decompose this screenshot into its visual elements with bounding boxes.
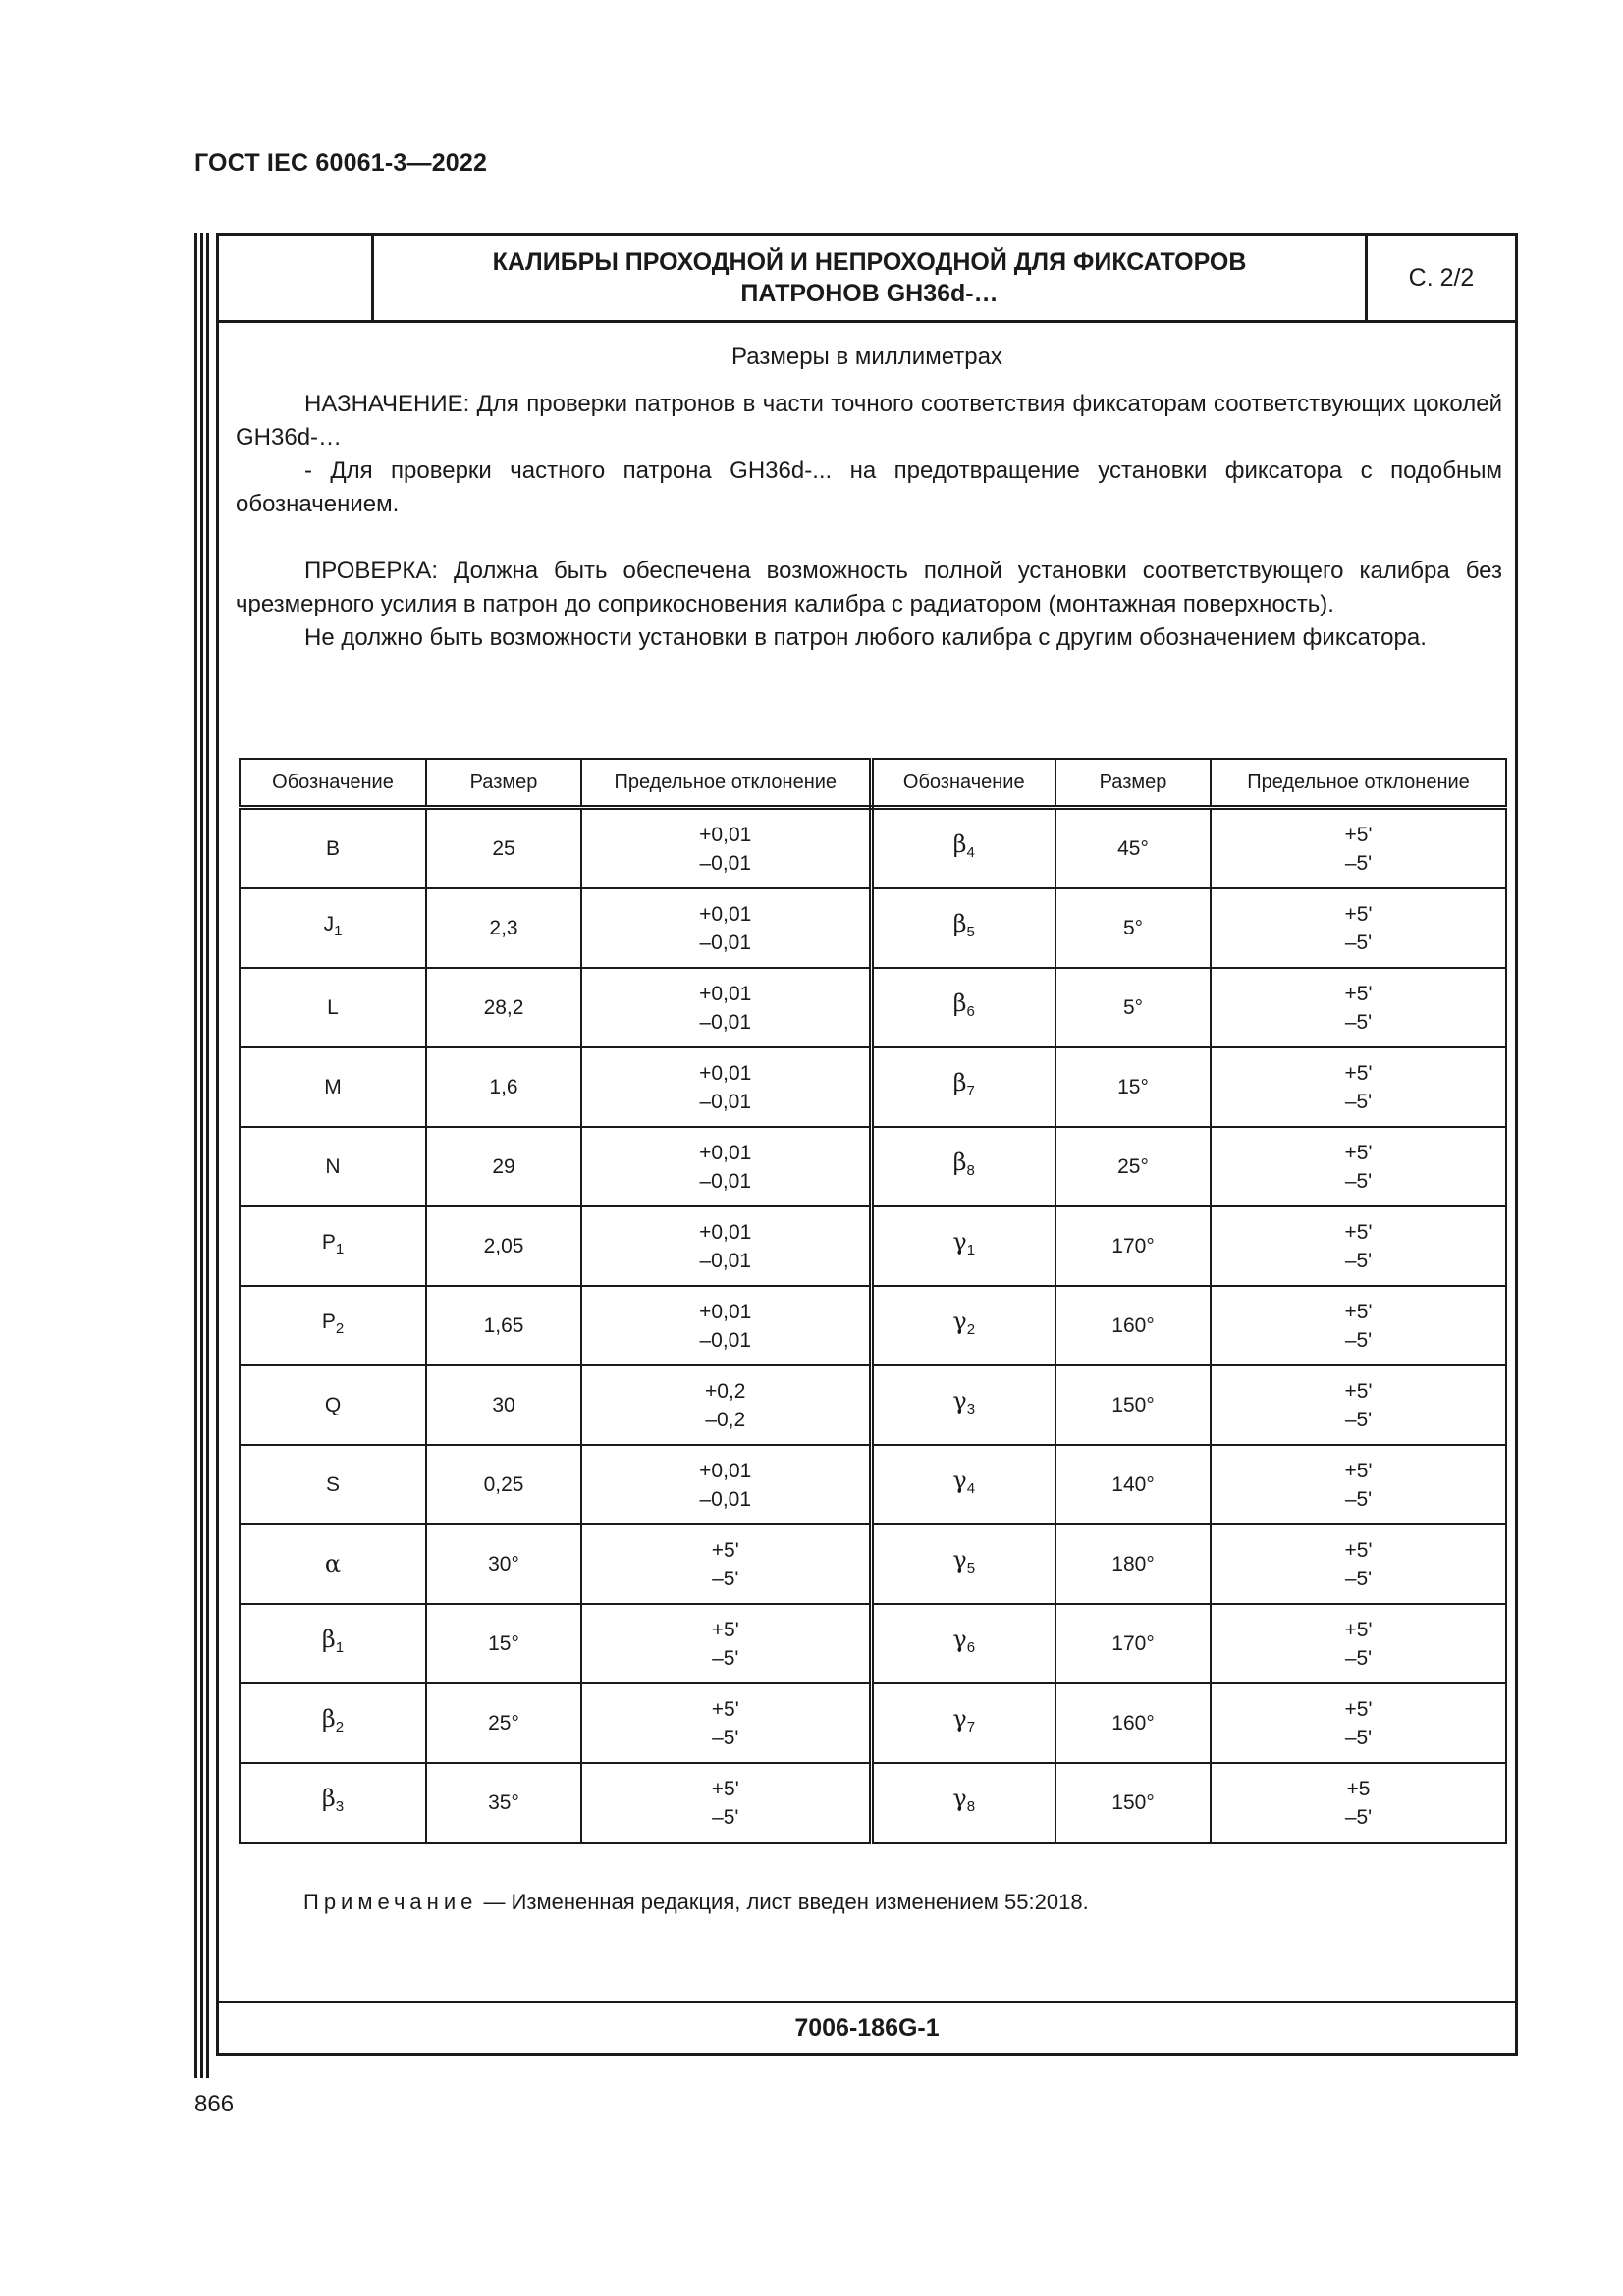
sheet-title: КАЛИБРЫ ПРОХОДНОЙ И НЕПРОХОДНОЙ ДЛЯ ФИКСАТОРОВ ПАТРОНОВ GH36d-… [374, 236, 1368, 320]
dimensions-table [239, 758, 1507, 1844]
purpose-section [236, 388, 1502, 521]
upper-tolerance: +5' [1344, 1379, 1373, 1403]
designation-symbol: γ [952, 1784, 967, 1812]
binding-line [206, 233, 209, 2078]
upper-tolerance: +0,01 [699, 902, 752, 926]
designation-cell [240, 1763, 426, 1843]
designation-subscript: 5 [966, 924, 975, 941]
designation-subscript: 1 [335, 1639, 345, 1657]
column-header: Размер [1055, 759, 1211, 808]
check-paragraph: ПРОВЕРКА: Должна быть обеспечена возможность полной установки соответствующего калибра без чрезмерного усилия в патрон до соприкосновения калибра с радиатором (монтажная поверхность). [236, 558, 1502, 617]
column-header: Предельное отклонение [581, 759, 871, 808]
note-text: — Измененная редакция, лист введен изменением 55:2018. [477, 1890, 1089, 1914]
lower-tolerance: –5' [1344, 1010, 1373, 1034]
table-row [240, 1206, 1506, 1286]
size-cell: 30° [426, 1524, 581, 1604]
upper-tolerance: +5' [1344, 1300, 1373, 1323]
designation-symbol: Q [324, 1394, 342, 1416]
size-cell: 25 [426, 808, 581, 889]
column-header: Предельное отклонение [1211, 759, 1506, 808]
lower-tolerance: –0,01 [699, 1249, 752, 1272]
note [303, 1890, 1089, 1915]
title-blank-cell [219, 236, 374, 320]
tolerance-cell [1211, 808, 1506, 889]
tolerance-cell [581, 1683, 871, 1763]
upper-tolerance: +5' [1344, 823, 1373, 846]
table-row [240, 1604, 1506, 1683]
table-row [240, 1047, 1506, 1127]
upper-tolerance: +0,01 [699, 1061, 752, 1085]
column-header: Размер [426, 759, 581, 808]
upper-tolerance: +5' [1344, 902, 1373, 926]
lower-tolerance: –5' [1344, 851, 1373, 875]
upper-tolerance: +5' [711, 1618, 739, 1641]
designation-cell [871, 1524, 1055, 1604]
designation-symbol: γ [952, 1307, 967, 1335]
upper-tolerance: +5' [1344, 1697, 1373, 1721]
designation-cell [240, 1365, 426, 1445]
designation-subscript: 6 [966, 1639, 976, 1657]
designation-subscript: 4 [966, 844, 975, 862]
upper-tolerance: +0,01 [699, 1141, 752, 1164]
designation-subscript: 8 [966, 1798, 976, 1816]
lower-tolerance: –5' [1344, 1646, 1373, 1670]
lower-tolerance: –5' [1344, 1169, 1373, 1193]
size-cell: 2,3 [426, 888, 581, 968]
tolerance-cell [581, 1127, 871, 1206]
size-cell: 25° [426, 1683, 581, 1763]
designation-subscript: 2 [335, 1320, 345, 1338]
tolerance-cell [581, 1047, 871, 1127]
table-row [240, 1127, 1506, 1206]
designation-symbol: S [325, 1473, 340, 1496]
designation-subscript: 3 [335, 1798, 345, 1816]
designation-subscript: 1 [335, 1241, 345, 1258]
check-paragraph: Не должно быть возможности установки в патрон любого калибра с другим обозначением фиксатора. [304, 624, 1427, 651]
check-section [236, 555, 1502, 655]
tolerance-cell [1211, 1206, 1506, 1286]
designation-symbol: β [321, 1704, 336, 1733]
size-cell: 15° [1055, 1047, 1211, 1127]
sheet-designation: 7006-186G-1 [219, 2001, 1515, 2053]
lower-tolerance: –5' [1344, 1805, 1373, 1829]
designation-subscript: 8 [966, 1162, 975, 1180]
upper-tolerance: +5' [1344, 982, 1373, 1005]
designation-cell [871, 1365, 1055, 1445]
page-number: 866 [194, 2091, 235, 2117]
lower-tolerance: –5' [1344, 931, 1373, 954]
designation-subscript: 5 [966, 1560, 976, 1577]
designation-cell [871, 1206, 1055, 1286]
binding-line [194, 233, 197, 2078]
size-cell: 5° [1055, 888, 1211, 968]
table-row [240, 1445, 1506, 1524]
tolerance-cell [581, 888, 871, 968]
designation-symbol: P [321, 1310, 336, 1334]
designation-symbol: γ [952, 1704, 967, 1733]
sheet-frame [216, 233, 1518, 2056]
lower-tolerance: –0,01 [699, 1328, 752, 1352]
designation-symbol: γ [952, 1227, 967, 1255]
size-cell: 150° [1055, 1365, 1211, 1445]
tolerance-cell [581, 1286, 871, 1365]
designation-cell [240, 1206, 426, 1286]
size-cell: 15° [426, 1604, 581, 1683]
size-cell: 29 [426, 1127, 581, 1206]
upper-tolerance: +5' [1344, 1141, 1373, 1164]
lower-tolerance: –5' [712, 1567, 739, 1590]
designation-symbol: B [325, 837, 340, 860]
lower-tolerance: –0,01 [699, 1010, 752, 1034]
upper-tolerance: +5' [1344, 1618, 1373, 1641]
lower-tolerance: –5' [1344, 1328, 1373, 1352]
designation-cell [871, 1286, 1055, 1365]
size-cell: 1,65 [426, 1286, 581, 1365]
upper-tolerance: +0,01 [699, 982, 752, 1005]
lower-tolerance: –5' [1344, 1726, 1373, 1749]
designation-symbol: γ [952, 1386, 967, 1415]
tolerance-cell [1211, 1127, 1506, 1206]
size-cell: 0,25 [426, 1445, 581, 1524]
upper-tolerance: +5' [1344, 1459, 1373, 1482]
size-cell: 2,05 [426, 1206, 581, 1286]
designation-cell [240, 1683, 426, 1763]
lower-tolerance: –0,01 [699, 931, 752, 954]
size-cell: 150° [1055, 1763, 1211, 1843]
size-cell: 5° [1055, 968, 1211, 1047]
tolerance-cell [1211, 1683, 1506, 1763]
designation-symbol: L [327, 996, 339, 1019]
upper-tolerance: +0,01 [699, 1459, 752, 1482]
size-cell: 160° [1055, 1286, 1211, 1365]
size-cell: 170° [1055, 1206, 1211, 1286]
lower-tolerance: –5' [1344, 1090, 1373, 1113]
table-row [240, 1683, 1506, 1763]
designation-cell [871, 808, 1055, 889]
units-caption: Размеры в миллиметрах [731, 344, 1002, 370]
tolerance-cell [581, 808, 871, 889]
upper-tolerance: +0,01 [699, 823, 752, 846]
designation-subscript: 6 [966, 1003, 975, 1021]
designation-cell [240, 1286, 426, 1365]
note-label: Примечание [303, 1890, 478, 1914]
tolerance-cell [581, 1365, 871, 1445]
table-row [240, 1763, 1506, 1843]
upper-tolerance: +5' [1344, 1061, 1373, 1085]
tolerance-cell [1211, 1047, 1506, 1127]
lower-tolerance: –5' [712, 1726, 739, 1749]
table-row [240, 1524, 1506, 1604]
lower-tolerance: –0,2 [705, 1408, 746, 1431]
designation-symbol: β [952, 1068, 967, 1096]
column-header: Обозначение [240, 759, 426, 808]
lower-tolerance: –5' [712, 1646, 739, 1670]
document-code: ГОСТ IEC 60061-3—2022 [194, 149, 488, 177]
table-row [240, 968, 1506, 1047]
tolerance-cell [581, 1524, 871, 1604]
designation-symbol: γ [952, 1545, 967, 1574]
designation-cell [871, 1047, 1055, 1127]
size-cell: 35° [426, 1763, 581, 1843]
upper-tolerance: +0,01 [699, 1300, 752, 1323]
size-cell: 25° [1055, 1127, 1211, 1206]
designation-cell [240, 888, 426, 968]
tolerance-cell [1211, 1524, 1506, 1604]
designation-subscript: 7 [966, 1719, 976, 1736]
designation-cell [240, 1445, 426, 1524]
tolerance-cell [1211, 1286, 1506, 1365]
designation-symbol: β [952, 829, 967, 858]
lower-tolerance: –5' [1344, 1567, 1373, 1590]
designation-subscript: 1 [334, 923, 343, 940]
lower-tolerance: –0,01 [699, 1090, 752, 1113]
purpose-paragraph: - Для проверки частного патрона GH36d-... на предотвращение установки фиксатора с подобным обозначением. [236, 457, 1502, 517]
lower-tolerance: –5' [1344, 1249, 1373, 1272]
designation-symbol: J [323, 913, 335, 936]
designation-symbol: β [952, 909, 967, 937]
designation-symbol: γ [952, 1625, 967, 1653]
tolerance-cell [1211, 1445, 1506, 1524]
tolerance-cell [1211, 1763, 1506, 1843]
tolerance-cell [581, 968, 871, 1047]
tolerance-cell [581, 1445, 871, 1524]
designation-symbol: P [321, 1231, 336, 1255]
lower-tolerance: –5' [712, 1805, 739, 1829]
designation-cell [240, 1604, 426, 1683]
designation-symbol: β [321, 1625, 336, 1653]
tolerance-cell [581, 1763, 871, 1843]
designation-cell [871, 1763, 1055, 1843]
upper-tolerance: +5' [1344, 1538, 1373, 1562]
binding-line [200, 233, 203, 2078]
size-cell: 30 [426, 1365, 581, 1445]
designation-subscript: 2 [966, 1321, 976, 1339]
designation-symbol: β [321, 1784, 336, 1812]
designation-cell [240, 808, 426, 889]
upper-tolerance: +0,01 [699, 1220, 752, 1244]
lower-tolerance: –5' [1344, 1487, 1373, 1511]
tolerance-cell [1211, 1365, 1506, 1445]
title-block [219, 236, 1515, 323]
designation-symbol: β [952, 988, 967, 1017]
designation-cell [871, 1127, 1055, 1206]
designation-cell [240, 968, 426, 1047]
tolerance-cell [581, 1206, 871, 1286]
designation-subscript: 4 [966, 1480, 976, 1498]
tolerance-cell [1211, 1604, 1506, 1683]
size-cell: 1,6 [426, 1047, 581, 1127]
tolerance-cell [581, 1604, 871, 1683]
size-cell: 160° [1055, 1683, 1211, 1763]
designation-cell [871, 1604, 1055, 1683]
size-cell: 170° [1055, 1604, 1211, 1683]
sheet-number: С. 2/2 [1408, 263, 1475, 292]
tolerance-cell [1211, 888, 1506, 968]
designation-cell [871, 1683, 1055, 1763]
lower-tolerance: –0,01 [699, 851, 752, 875]
designation-subscript: 2 [335, 1719, 345, 1736]
lower-tolerance: –5' [1344, 1408, 1373, 1431]
upper-tolerance: +5' [711, 1538, 739, 1562]
designation-cell [240, 1524, 426, 1604]
designation-subscript: 1 [966, 1242, 976, 1259]
size-cell: 180° [1055, 1524, 1211, 1604]
tolerance-cell [1211, 968, 1506, 1047]
table-row [240, 808, 1506, 889]
designation-subscript: 3 [966, 1401, 976, 1418]
upper-tolerance: +5' [1344, 1220, 1373, 1244]
table-row [240, 1286, 1506, 1365]
column-header: Обозначение [871, 759, 1055, 808]
designation-symbol: N [325, 1155, 341, 1178]
size-cell: 140° [1055, 1445, 1211, 1524]
table-row [240, 888, 1506, 968]
designation-symbol: β [952, 1148, 967, 1176]
size-cell: 28,2 [426, 968, 581, 1047]
upper-tolerance: +5 [1346, 1777, 1371, 1800]
lower-tolerance: –0,01 [699, 1169, 752, 1193]
lower-tolerance: –0,01 [699, 1487, 752, 1511]
designation-cell [871, 968, 1055, 1047]
designation-symbol: γ [952, 1466, 967, 1494]
size-cell: 45° [1055, 808, 1211, 889]
table-header-row [240, 759, 1506, 808]
upper-tolerance: +0,2 [705, 1379, 746, 1403]
designation-cell [871, 888, 1055, 968]
table-row [240, 1365, 1506, 1445]
upper-tolerance: +5' [711, 1777, 739, 1800]
upper-tolerance: +5' [711, 1697, 739, 1721]
designation-symbol: α [324, 1549, 342, 1577]
designation-cell [871, 1445, 1055, 1524]
designation-cell [240, 1047, 426, 1127]
designation-symbol: M [324, 1076, 342, 1098]
designation-cell [240, 1127, 426, 1206]
designation-subscript: 7 [966, 1083, 975, 1100]
purpose-paragraph: НАЗНАЧЕНИЕ: Для проверки патронов в части точного соответствия фиксаторам соответствующих цоколей GH36d-… [236, 391, 1502, 451]
